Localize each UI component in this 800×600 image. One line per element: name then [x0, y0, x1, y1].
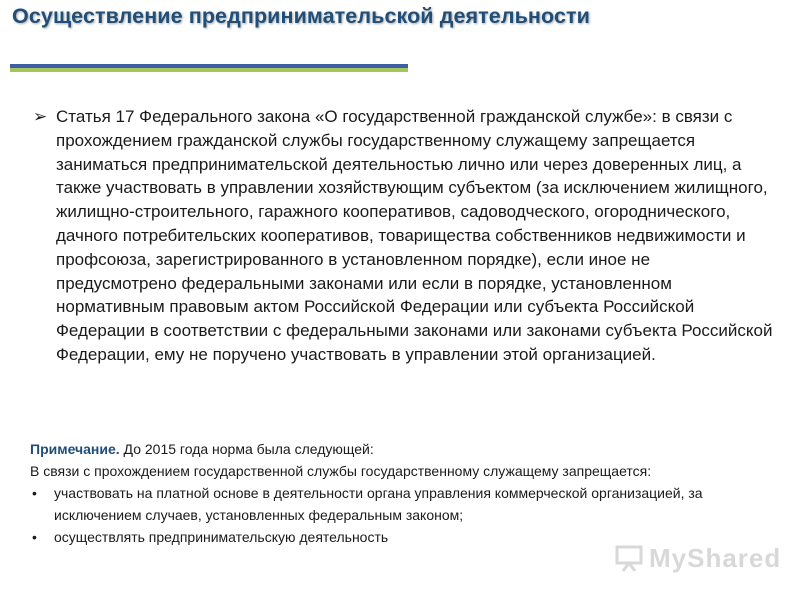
bullet-dot-icon: • — [32, 485, 37, 501]
note-intro: До 2015 года норма была следующей: — [119, 441, 374, 457]
note-paragraph: В связи с прохождением государственной службы государственному служащему запрещается: — [30, 463, 652, 479]
note-label: Примечание. — [30, 441, 120, 457]
note-bullet-text: осуществлять предпринимательскую деятельность — [54, 529, 389, 545]
watermark-text: MyShared — [649, 542, 782, 573]
note-section — [30, 438, 775, 548]
arrow-bullet-icon: ➢ — [33, 107, 48, 126]
presentation-board-icon — [615, 544, 643, 572]
note-heading — [30, 438, 775, 460]
title-underline-bar — [10, 64, 408, 72]
slide-title: Осуществление предпринимательской деятельности — [12, 4, 590, 28]
main-bullet-text: Статья 17 Федерального закона «О государственной гражданской службе»: в связи с прохождением гражданской службы государственному служащему запрещается заниматься предпринимательской деятельностью лично или через доверенных лиц, а также участвовать в управлении хозяйствующим субъектом (за исключением жилищного, жилищно-строительного, гаражного кооперативов, садоводческого, огороднического, дачного потребительских кооперативов, товарищества собственников недвижимости и профсоюза, зарегистрированного в установленном порядке), если иное не предусмотрено федеральными законами или если в порядке, установленном нормативным правовым актом Российской Федерации или субъекта Российской Федерации в соответствии с федеральными законами или законами субъекта Российской Федерации, ему не поручено участвовать в управлении этой организацией. — [56, 107, 773, 364]
main-bullet — [33, 105, 773, 367]
watermark — [615, 538, 781, 578]
note-bullet-item — [30, 482, 775, 526]
bullet-dot-icon: • — [32, 529, 37, 545]
note-bullet-text: участвовать на платной основе в деятельности органа управления коммерческой организацией, за исключением случаев, установленных федеральным законом; — [54, 485, 703, 523]
